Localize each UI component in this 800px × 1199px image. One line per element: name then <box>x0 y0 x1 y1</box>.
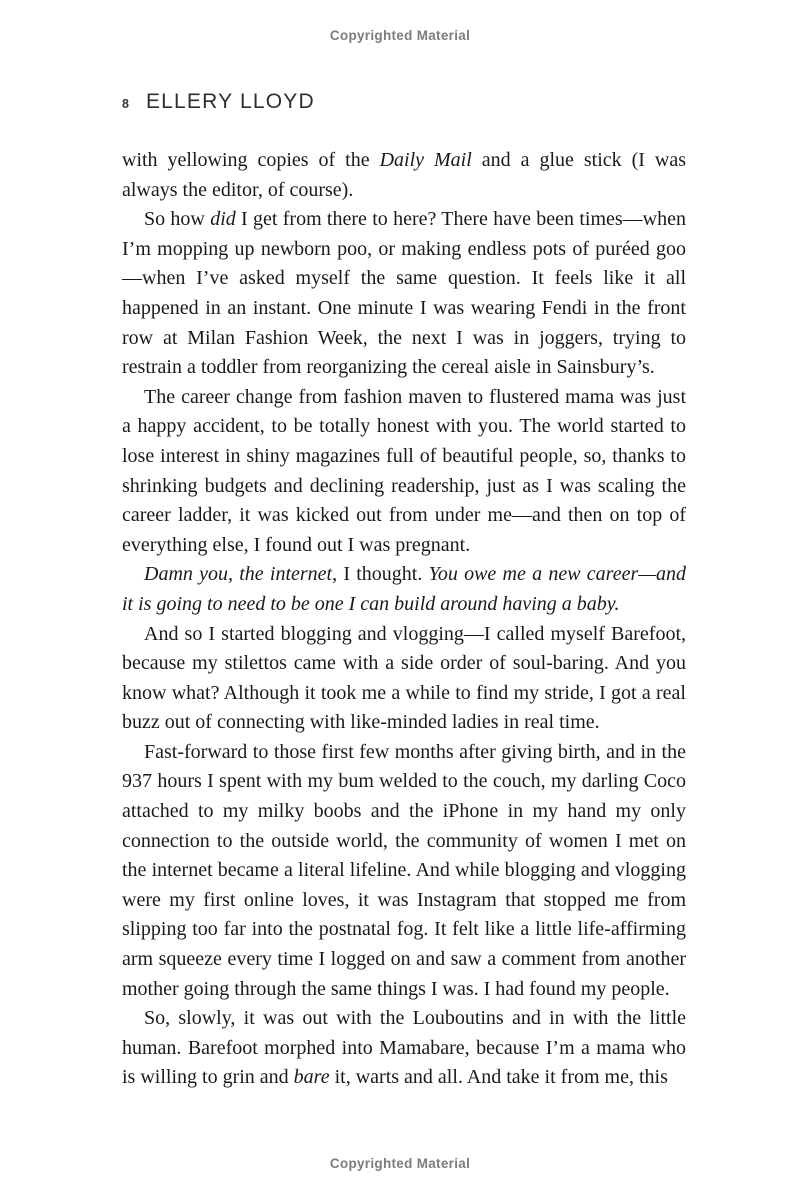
body-text: with yellowing copies of the <box>122 149 380 171</box>
body-text: I get from there to here? There have been times—when I’m mopping up newborn poo, or making endless pots of puréed goo—when I’ve asked myself the same question. It feels like it all happened in an instant. One minute I was wearing Fendi in the front row at Milan Fashion Week, the next I was in joggers, trying to restrain a toddler from reorganizing the cereal aisle in Sainsbury’s. <box>122 208 687 379</box>
body-text: and a glue stick (I was always the editor, of course). <box>122 149 686 201</box>
page-body <box>122 146 686 1093</box>
paragraph <box>122 620 686 738</box>
body-text: So, slowly, it was out with the Louboutins and in with the little human. Barefoot morphed into Mamabare, because I’m a mama who is willing to grin and <box>122 1007 686 1089</box>
copyright-notice-top: Copyrighted Material <box>329 28 471 43</box>
paragraph <box>122 146 686 205</box>
copyright-notice-bottom: Copyrighted Material <box>329 1156 471 1171</box>
body-text: , I thought. <box>332 563 429 586</box>
paragraph <box>122 738 686 1004</box>
italic-text: did <box>210 208 236 231</box>
paragraph <box>122 383 686 561</box>
italic-text: Daily Mail <box>379 149 472 171</box>
running-header-author: ELLERY LLOYD <box>145 90 315 113</box>
italic-text: You owe me a new career—and it is going to need to be one I can build around having a baby. <box>122 563 687 615</box>
page-number: 8 <box>122 97 129 111</box>
italic-text: Damn you, the internet <box>144 563 333 586</box>
body-text: So how <box>144 208 211 231</box>
paragraph <box>122 1004 686 1093</box>
body-text: The career change from fashion maven to flustered mama was just a happy accident, to be totally honest with you. The world started to lose interest in shiny magazines full of beautiful people, so, thanks to shrinking budgets and declining readership, just as I was scaling the career ladder, it was kicked out from under me—and then on top of everything else, I found out I was pregnant. <box>122 385 686 556</box>
body-text: Fast-forward to those first few months after giving birth, and in the 937 hours I spent with my bum welded to the couch, my darling Coco attached to my milky boobs and the iPhone in my hand my only connection to the outside world, the community of women I met on the internet became a literal lifeline. And while blogging and vlogging were my first online loves, it was Instagram that stopped me from slipping too far into the postnatal fog. It felt like a little life-affirming arm squeeze every time I logged on and saw a comment from another mother going through the same things I was. I had found my people. <box>122 740 686 1000</box>
paragraph <box>122 560 686 619</box>
paragraph <box>122 205 686 383</box>
italic-text: bare <box>293 1066 330 1089</box>
body-text: And so I started blogging and vlogging—I called myself Barefoot, because my stilettos came with a side order of soul-baring. And you know what? Although it took me a while to find my stride, I got a real buzz out of connecting with like-minded ladies in real time. <box>122 622 686 734</box>
page-header <box>122 90 315 114</box>
body-text: it, warts and all. And take it from me, this <box>329 1066 668 1089</box>
